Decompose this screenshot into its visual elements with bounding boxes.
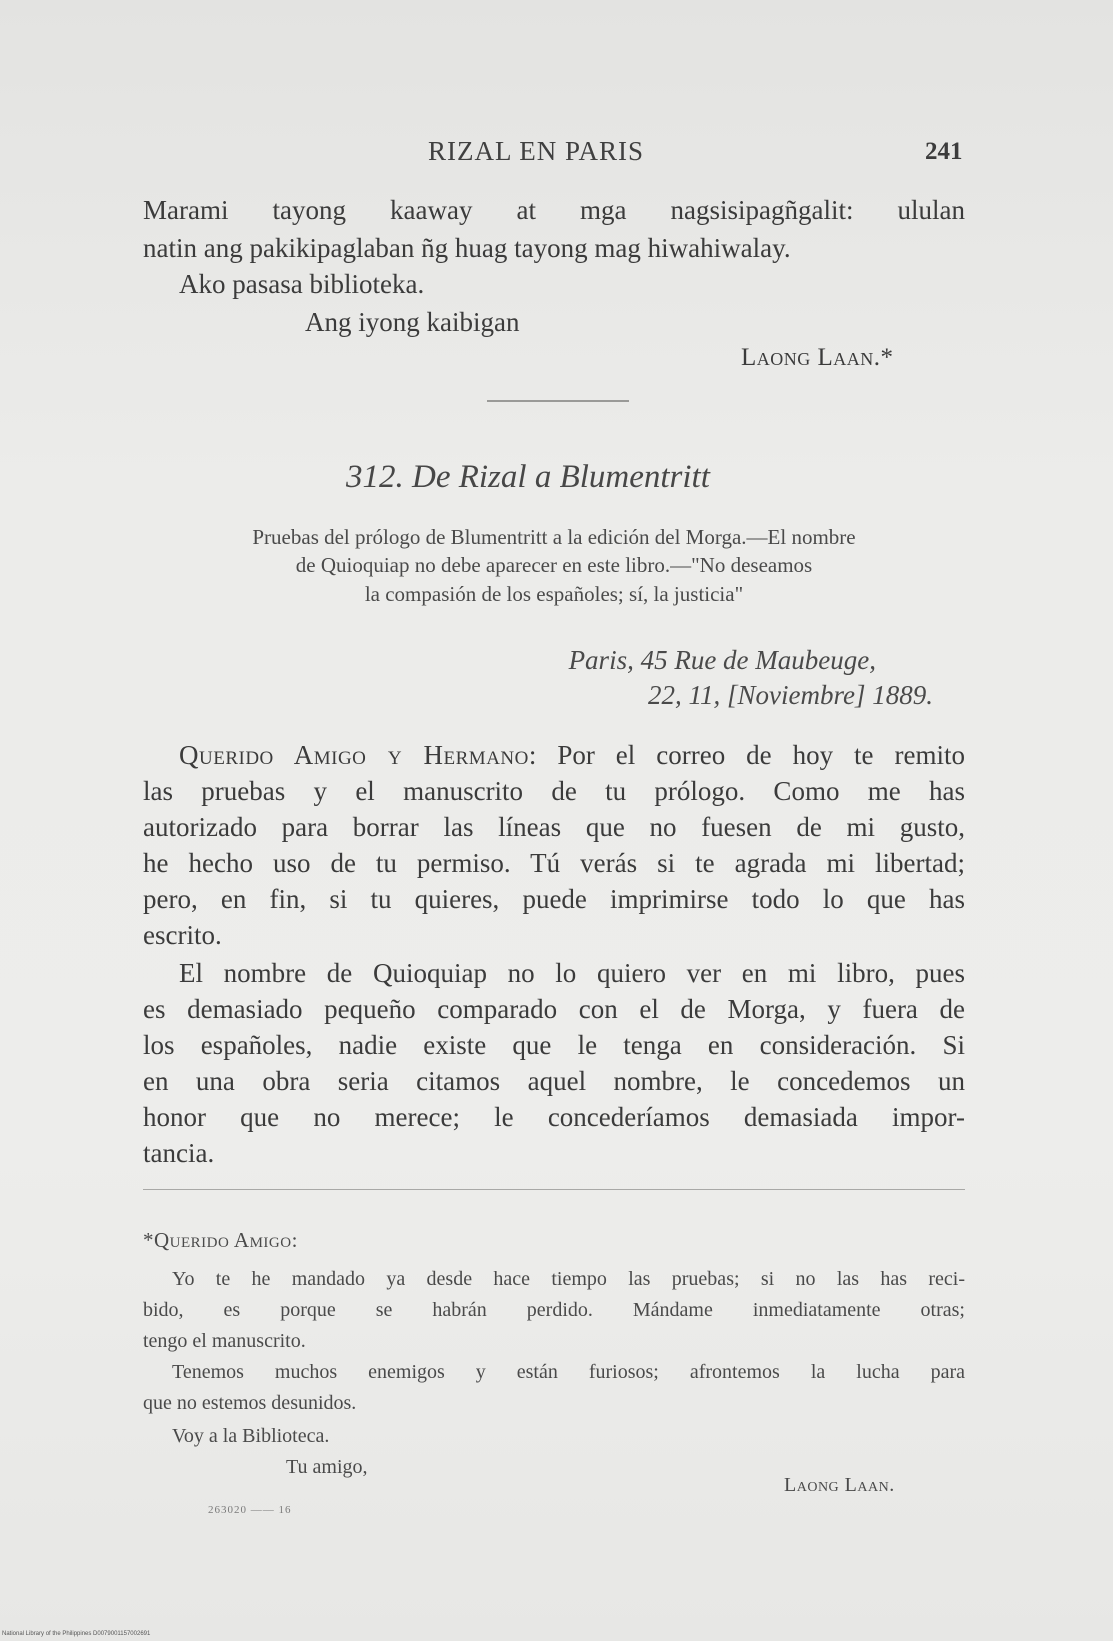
scan-stamp: National Library of the Philippines D0079001157002691 xyxy=(2,1631,151,1637)
para2-line-5: honor que no merece; le concederíamos demasiada impor- xyxy=(143,1102,965,1132)
summary-line-1: Pruebas del prólogo de Blumentritt a la edición del Morga.—El nombre xyxy=(252,525,856,549)
prev-letter-signature: Laong Laan.* xyxy=(741,344,894,371)
footnote-line-4: Tenemos muchos enemigos y están furiosos; afrontemos la lucha para xyxy=(172,1361,965,1383)
letter-date: 22, 11, [Noviembre] 1889. xyxy=(648,680,933,710)
para2-line-2: es demasiado pequeño comparado con el de Morga, y fuera de xyxy=(143,994,965,1024)
footnote-line-7: Tu amigo, xyxy=(286,1456,368,1478)
section-separator xyxy=(487,400,629,402)
para1-line-2: las pruebas y el manuscrito de tu prólogo. Como me has xyxy=(143,776,965,806)
footnote-line-3: tengo el manuscrito. xyxy=(143,1330,306,1352)
footnote-line-5: que no estemos desunidos. xyxy=(143,1392,357,1414)
footnote-line-2: bido, es porque se habrán perdido. Mándame inmediatamente otras; xyxy=(143,1299,965,1321)
para1-line-6: escrito. xyxy=(143,920,222,950)
running-head: RIZAL EN PARIS xyxy=(428,136,645,166)
para2-line-6: tancia. xyxy=(143,1138,215,1168)
para2-line-1: El nombre de Quioquiap no lo quiero ver en mi libro, pues xyxy=(179,958,965,988)
summary-line-3: la compasión de los españoles; sí, la justicia" xyxy=(364,582,744,606)
summary-line-2: de Quioquiap no debe aparecer en este libro.—"No deseamos xyxy=(295,553,813,577)
para1-line-3: autorizado para borrar las líneas que no fuesen de mi gusto, xyxy=(143,812,965,842)
letter-place: Paris, 45 Rue de Maubeuge, xyxy=(568,645,876,675)
para1-line-4: he hecho uso de tu permiso. Tú verás si te agrada mi libertad; xyxy=(143,848,965,878)
page-number: 241 xyxy=(925,138,963,165)
prev-letter-line-1: Marami tayong kaaway at mga nagsisipagñgalit: ululan xyxy=(143,195,965,225)
para2-line-4: en una obra seria citamos aquel nombre, le concedemos un xyxy=(143,1066,965,1096)
letter-heading: 312. De Rizal a Blumentritt xyxy=(346,459,710,495)
prev-letter-line-2: natin ang pakikipaglaban ñg huag tayong mag hiwahiwalay. xyxy=(143,233,791,263)
footnote-rule xyxy=(143,1189,965,1190)
footnote-signature: Laong Laan. xyxy=(784,1474,895,1496)
para2-line-3: los españoles, nadie existe que le tenga en consideración. Si xyxy=(143,1030,965,1060)
footnote-salutation: *Querido Amigo: xyxy=(143,1228,298,1252)
para1-line-1: Querido Amigo y Hermano: Por el correo de hoy te remito xyxy=(179,740,965,770)
prev-letter-closing-2: Ang iyong kaibigan xyxy=(305,307,520,337)
para1-line-1-text: Por el correo de hoy te remito xyxy=(557,740,965,770)
footnote-line-6: Voy a la Biblioteca. xyxy=(172,1425,330,1447)
footnote-line-1: Yo te he mandado ya desde hace tiempo las pruebas; si no las has reci- xyxy=(172,1268,965,1290)
para1-line-5: pero, en fin, si tu quieres, puede imprimirse todo lo que has xyxy=(143,884,965,914)
letter-salutation: Querido Amigo y Hermano xyxy=(179,740,529,770)
printer-mark: 263020 —— 16 xyxy=(208,1504,292,1516)
prev-letter-closing-1: Ako pasasa biblioteka. xyxy=(179,269,425,299)
